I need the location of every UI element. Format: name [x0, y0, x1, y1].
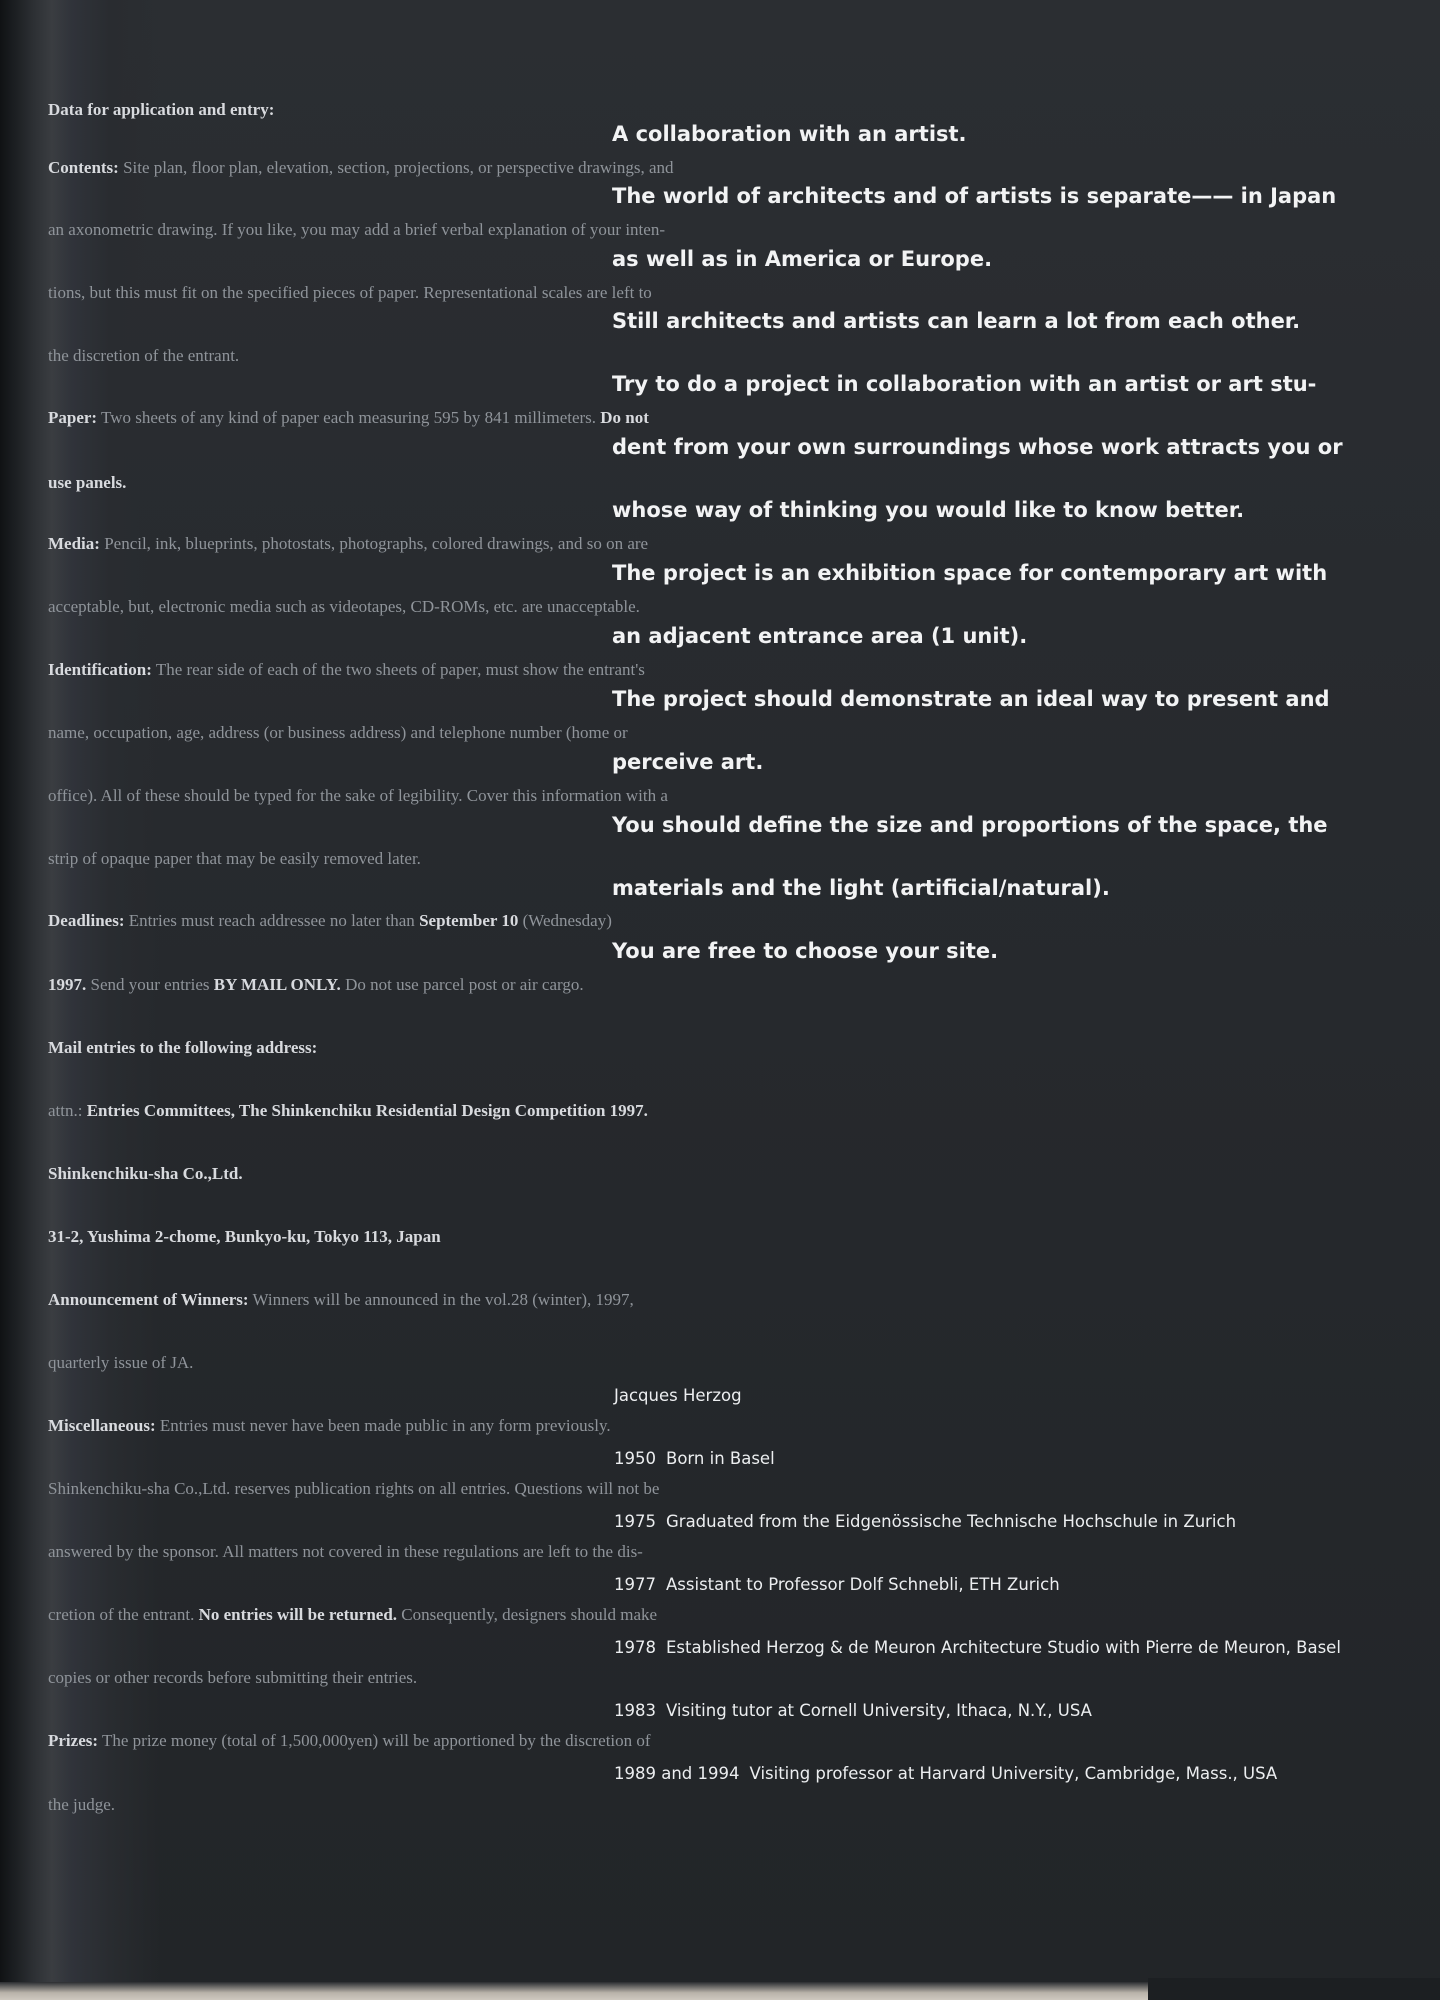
- regulations-line: Prizes: The prize money (total of 1,500,000yen) will be apportioned by the discretion of: [48, 1731, 651, 1750]
- bio-year: 1989 and 1994: [614, 1764, 740, 1783]
- regulations-line: an axonometric drawing. If you like, you may add a brief verbal explanation of your inten-: [48, 220, 665, 239]
- bio-year: 1978: [614, 1638, 656, 1657]
- section-label: Identification:: [48, 660, 152, 679]
- page-bottom-edge: [0, 1982, 1148, 2000]
- bio-entry: 1978 Established Herzog & de Meuron Architecture Studio with Pierre de Meuron, Basel: [614, 1638, 1341, 1657]
- regulations-line: strip of opaque paper that may be easily removed later.: [48, 849, 421, 868]
- section-label: Prizes:: [48, 1731, 99, 1750]
- regulations-line: 31-2, Yushima 2-chome, Bunkyo-ku, Tokyo 113, Japan: [48, 1227, 441, 1246]
- bio-year: 1983: [614, 1701, 656, 1720]
- page-bottom-edge-shadow: [1148, 1978, 1440, 2000]
- theme-line: as well as in America or Europe.: [612, 247, 993, 271]
- theme-line: materials and the light (artificial/natural).: [612, 876, 1110, 900]
- theme-line: A collaboration with an artist.: [612, 122, 967, 146]
- regulations-line: Contents: Site plan, floor plan, elevation, section, projections, or perspective drawings, and: [48, 158, 674, 177]
- regulations-line: Shinkenchiku-sha Co.,Ltd. reserves publication rights on all entries. Questions will not be: [48, 1479, 660, 1498]
- bio-entry: 1975 Graduated from the Eidgenössische Technische Hochschule in Zurich: [614, 1512, 1237, 1531]
- regulations-line: use panels.: [48, 473, 127, 492]
- theme-line: Still architects and artists can learn a lot from each other.: [612, 309, 1301, 333]
- regulations-heading: Data for application and entry:: [48, 100, 275, 119]
- regulations-line: tions, but this must fit on the specified pieces of paper. Representational scales are left to: [48, 283, 652, 302]
- regulations-line: Paper: Two sheets of any kind of paper each measuring 595 by 841 millimeters. Do not: [48, 408, 649, 427]
- bio-year: 1977: [614, 1575, 656, 1594]
- regulations-line: Shinkenchiku-sha Co.,Ltd.: [48, 1164, 243, 1183]
- regulations-line: office). All of these should be typed for the sake of legibility. Cover this information with a: [48, 786, 668, 805]
- bio-entry: 1977 Assistant to Professor Dolf Schnebli, ETH Zurich: [614, 1575, 1060, 1594]
- regulations-line: Identification: The rear side of each of the two sheets of paper, must show the entrant's: [48, 660, 645, 679]
- regulations-line: the discretion of the entrant.: [48, 346, 240, 365]
- section-label: Deadlines:: [48, 911, 125, 930]
- theme-line: The project is an exhibition space for contemporary art with: [612, 561, 1328, 585]
- theme-line: Try to do a project in collaboration with an artist or art stu-: [612, 372, 1317, 396]
- regulations-line: copies or other records before submitting their entries.: [48, 1668, 418, 1687]
- regulations-line: cretion of the entrant. No entries will be returned. Consequently, designers should make: [48, 1605, 658, 1624]
- regulations-line: Deadlines: Entries must reach addressee no later than September 10 (Wednesday): [48, 911, 612, 930]
- theme-line: perceive art.: [612, 750, 764, 774]
- section-label: Announcement of Winners:: [48, 1290, 249, 1309]
- regulations-line: answered by the sponsor. All matters not covered in these regulations are left to the dis-: [48, 1542, 643, 1561]
- section-label: Paper:: [48, 408, 98, 427]
- theme-line: You should define the size and proportions of the space, the: [612, 813, 1328, 837]
- bio-year: 1975: [614, 1512, 656, 1531]
- section-label: Miscellaneous:: [48, 1416, 156, 1435]
- theme-line: The project should demonstrate an ideal way to present and: [612, 687, 1330, 711]
- regulations-line: the judge.: [48, 1795, 116, 1814]
- regulations-line: 1997. Send your entries BY MAIL ONLY. Do not use parcel post or air cargo.: [48, 975, 584, 994]
- regulations-line: name, occupation, age, address (or business address) and telephone number (home or: [48, 723, 628, 742]
- regulations-line: attn.: Entries Committees, The Shinkenchiku Residential Design Competition 1997.: [48, 1101, 648, 1120]
- regulations-line: Miscellaneous: Entries must never have been made public in any form previously.: [48, 1416, 611, 1435]
- theme-line: dent from your own surroundings whose work attracts you or: [612, 435, 1343, 459]
- regulations-line: quarterly issue of JA.: [48, 1353, 194, 1372]
- regulations-line: acceptable, but, electronic media such as videotapes, CD-ROMs, etc. are unacceptable.: [48, 597, 640, 616]
- regulations-line: Announcement of Winners: Winners will be announced in the vol.28 (winter), 1997,: [48, 1290, 634, 1309]
- regulations-line: Mail entries to the following address:: [48, 1038, 318, 1057]
- theme-line: The world of architects and of artists is separate—— in Japan: [612, 184, 1337, 208]
- bio-entry: 1983 Visiting tutor at Cornell University, Ithaca, N.Y., USA: [614, 1701, 1092, 1720]
- theme-line: You are free to choose your site.: [612, 939, 999, 963]
- theme-line: whose way of thinking you would like to know better.: [612, 498, 1245, 522]
- bio-name: Jacques Herzog: [614, 1386, 742, 1405]
- regulations-line: [48, 99, 274, 121]
- bio-entry: 1950 Born in Basel: [614, 1449, 775, 1468]
- bio-entry: 1989 and 1994 Visiting professor at Harvard University, Cambridge, Mass., USA: [614, 1764, 1278, 1783]
- regulations-line: Media: Pencil, ink, blueprints, photostats, photographs, colored drawings, and so on are: [48, 534, 649, 553]
- section-label: Contents:: [48, 158, 119, 177]
- bio-year: 1950: [614, 1449, 656, 1468]
- theme-line: an adjacent entrance area (1 unit).: [612, 624, 1028, 648]
- section-label: 1997.: [48, 975, 87, 994]
- section-label: Media:: [48, 534, 100, 553]
